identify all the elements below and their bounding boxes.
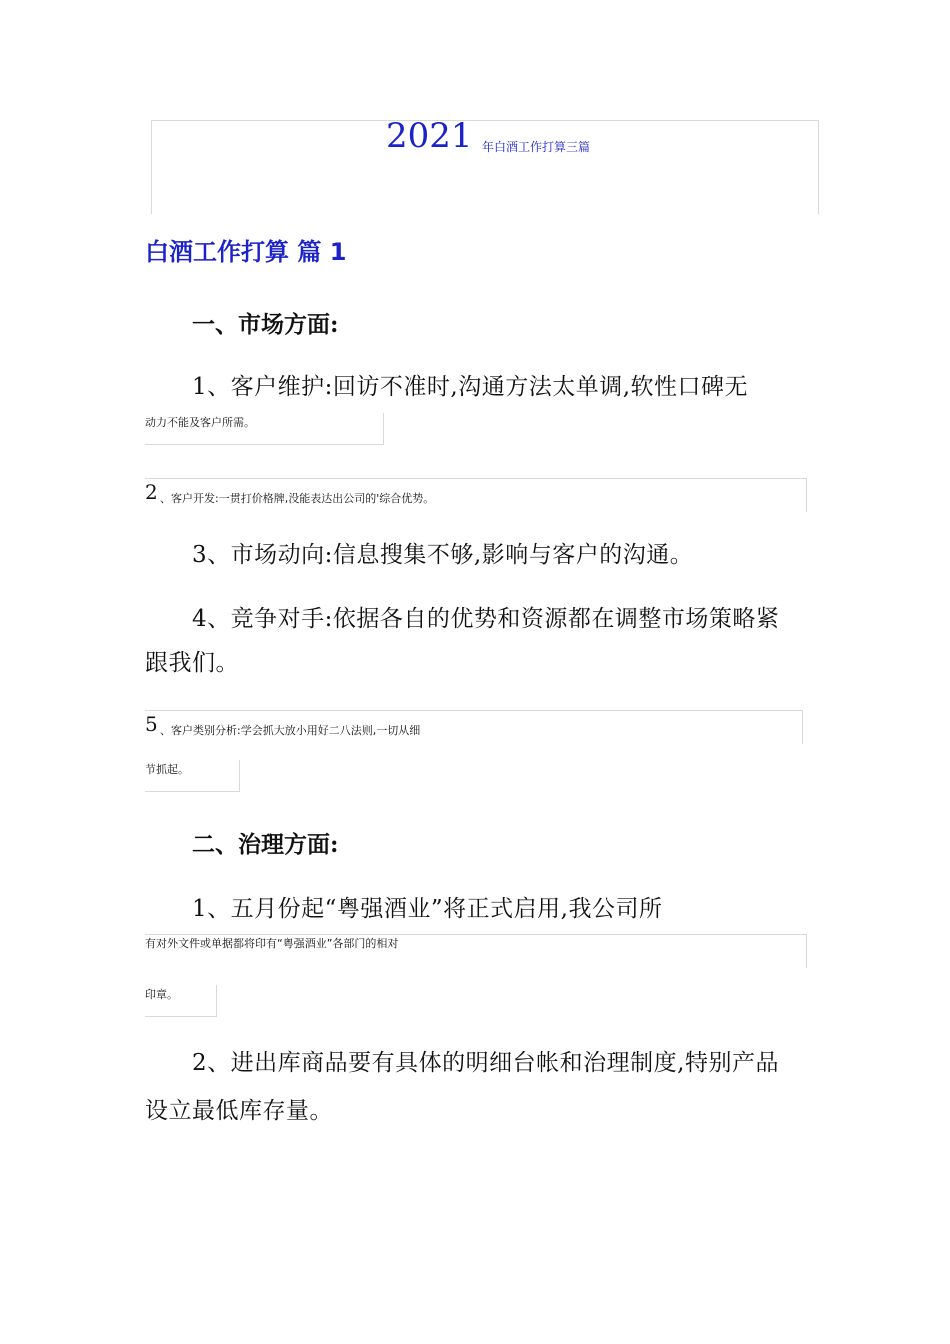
mgmt1-line3: 印章。 <box>145 988 178 1001</box>
section-heading: 白酒工作打算 篇 1 <box>145 238 347 266</box>
section-title-management: 二、治理方面: <box>192 831 339 858</box>
item2-text: 、客户开发:一贯打价格牌,没能表达出公司的'综合优势。 <box>160 492 435 505</box>
item2-number: 2 <box>145 480 158 504</box>
item5-number: 5 <box>145 712 158 736</box>
item4-line1: 4、竞争对手:依据各自的优势和资源都在调整市场策略紧 <box>192 606 780 632</box>
item1-line1: 1、客户维护:回访不准时,沟通方法太单调,软性口碑无 <box>192 374 749 400</box>
title-year: 2021 <box>386 116 473 156</box>
item5-text: 、客户类别分析:学会抓大放小用好二八法则,一切从细 <box>160 724 421 737</box>
item5-line2: 节抓起。 <box>145 763 189 776</box>
mgmt1-line2: 有对外文件或单据都将印有“粤强酒业”各部门的相对 <box>145 937 399 950</box>
title-frame <box>151 120 819 214</box>
section-title-market: 一、市场方面: <box>192 311 339 338</box>
title-text: 年白酒工作打算三篇 <box>482 140 591 154</box>
mgmt2-line2: 设立最低库存量。 <box>145 1098 333 1124</box>
item4-line2: 跟我们。 <box>145 650 239 676</box>
mgmt1-line1: 1、五月份起“粤强酒业”将正式启用,我公司所 <box>192 896 663 922</box>
mgmt2-line1: 2、进出库商品要有具体的明细台帐和治理制度,特别产品 <box>192 1050 779 1076</box>
item3: 3、市场动向:信息搜集不够,影响与客户的沟通。 <box>192 542 694 568</box>
item1-line2: 动力不能及客户所需。 <box>145 416 255 429</box>
